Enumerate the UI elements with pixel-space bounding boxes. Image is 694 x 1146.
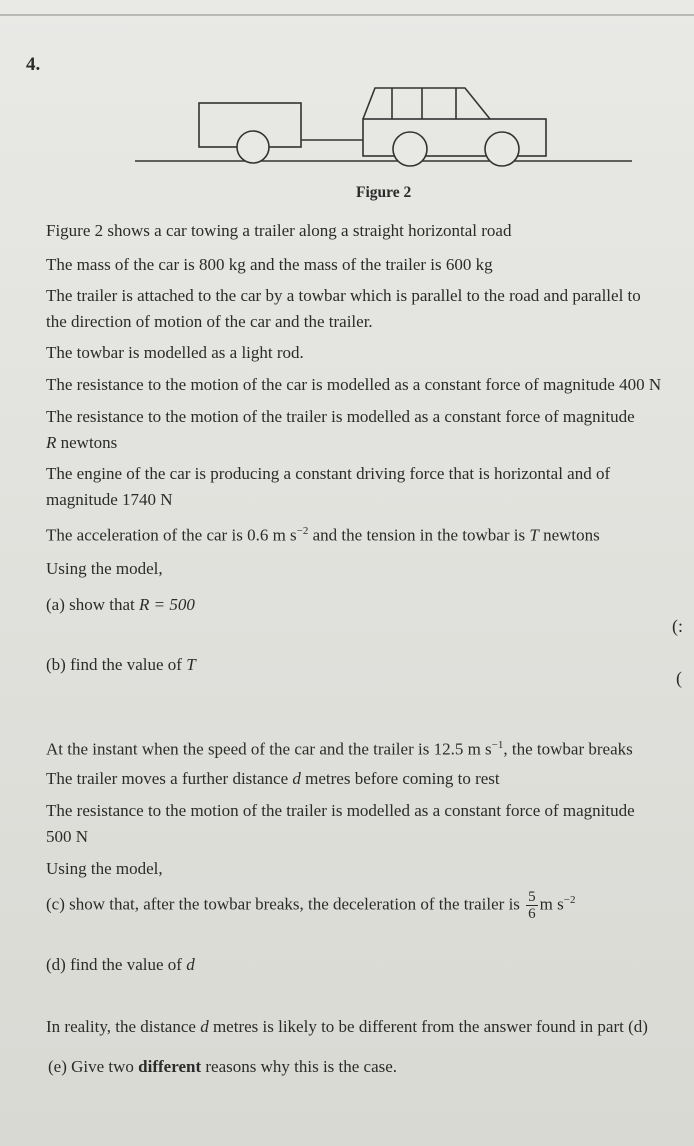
text-p11a: The resistance to the motion of the trailer is modelled as a constant force of magnitude [46,801,635,820]
paragraph-in-reality [46,1014,694,1040]
text-p2: The mass of the car is 800 kg and the mass of the trailer is 600 kg [46,255,493,274]
text-p9-post: , the towbar breaks [503,739,633,759]
text-p8-pre: The acceleration of the car is [46,525,248,545]
paragraph-distance-d [46,766,676,792]
paragraph-masses [46,252,676,278]
var-d: d [292,769,301,788]
paragraph-towbar-attachment [46,283,676,335]
paragraph-light-rod [46,340,676,366]
text-qb: find the value of [65,655,187,674]
text-p10-post: metres before coming to rest [300,769,500,788]
text-p3a: The trailer is attached to the car by a towbar which is parallel to the road and parallel to [46,286,641,305]
text-qc-unit: m s [539,894,564,914]
question-e [48,1054,678,1080]
text-qe-post: reasons why this is the case. [201,1057,398,1076]
label-a: (a) [46,595,65,614]
text-p7b: magnitude 1740 N [46,490,173,509]
label-b: (b) [46,655,66,674]
car-rear-wheel [485,132,519,166]
text-qe-pre: Give two [66,1057,139,1076]
var-T-b: T [186,655,196,674]
question-number: 4. [26,54,41,75]
text-p6a: The resistance to the motion of the trailer is modelled as a constant force of magnitude [46,407,635,426]
text-p4: The towbar is modelled as a light rod. [46,343,304,362]
question-d [46,952,676,978]
text-p10-pre: The trailer moves a further distance [46,769,293,788]
text-using1: Using the model, [46,559,163,578]
text-p8-end: newtons [538,525,600,545]
var-d-d: d [186,955,195,974]
question-a [46,592,676,618]
text-p9-exp: −1 [491,739,504,751]
text-p12-pre: In reality, the distance [46,1017,201,1036]
trailer-wheel [237,131,269,163]
fraction-numerator: 5 [528,889,536,906]
paragraph-trailer-resistance [46,404,676,456]
text-p7a: The engine of the car is producing a constant driving force that is horizontal and of [46,464,611,483]
text-p3b: the direction of motion of the car and the trailer. [46,312,373,331]
var-T: T [529,525,539,545]
label-c: (c) [46,894,65,914]
text-p9-pre: At the instant when the speed of the car and the trailer is [46,739,434,759]
fraction-five-sixths [526,889,538,922]
car-front-wheel [393,132,427,166]
text-qa: show that [64,595,140,614]
text-using2: Using the model, [46,859,163,878]
text-p1: Figure 2 shows a car towing a trailer along a straight horizontal road [46,221,512,240]
text-p8-val: 0.6 m s [247,525,297,545]
figure-caption: Figure 2 [356,184,412,201]
question-b [46,652,676,678]
car-trailer-diagram [0,0,694,200]
text-qc-exp: −2 [563,894,576,906]
text-qd: find the value of [65,955,187,974]
text-p11b: 500 N [46,827,89,846]
text-qc: show that, after the towbar breaks, the deceleration of the trailer is [64,894,525,914]
label-d: (d) [46,955,66,974]
text-qe-bold: different [138,1057,202,1076]
label-e: (e) [48,1057,67,1076]
fraction-denominator: 6 [528,906,536,923]
text-p5: The resistance to the motion of the car is modelled as a constant force of magnitude 400 N [46,375,662,394]
question-c [46,882,676,923]
var-d-reality: d [200,1017,209,1036]
paragraph-towbar-breaks [46,732,676,763]
text-p8-exp: −2 [296,525,309,537]
math-qa: R = 500 [139,595,195,614]
text-p12-post: metres is likely to be different from the answer found in part (d) [208,1017,648,1036]
car-cabin [363,88,490,119]
text-p6b: newtons [56,433,118,452]
paragraph-figure-description [46,218,676,244]
text-p8-post: and the tension in the towbar is [308,525,530,545]
paragraph-acceleration [46,518,676,549]
paragraph-using-model-1 [46,556,676,582]
paragraph-driving-force [46,461,676,513]
marks-b: ( [676,668,682,688]
var-R: R [46,433,57,452]
paragraph-car-resistance [46,372,676,398]
paragraph-using-model-2 [46,856,676,882]
paragraph-new-resistance [46,798,676,850]
marks-a: (: [672,616,683,636]
text-p9-val: 12.5 m s [433,739,492,759]
